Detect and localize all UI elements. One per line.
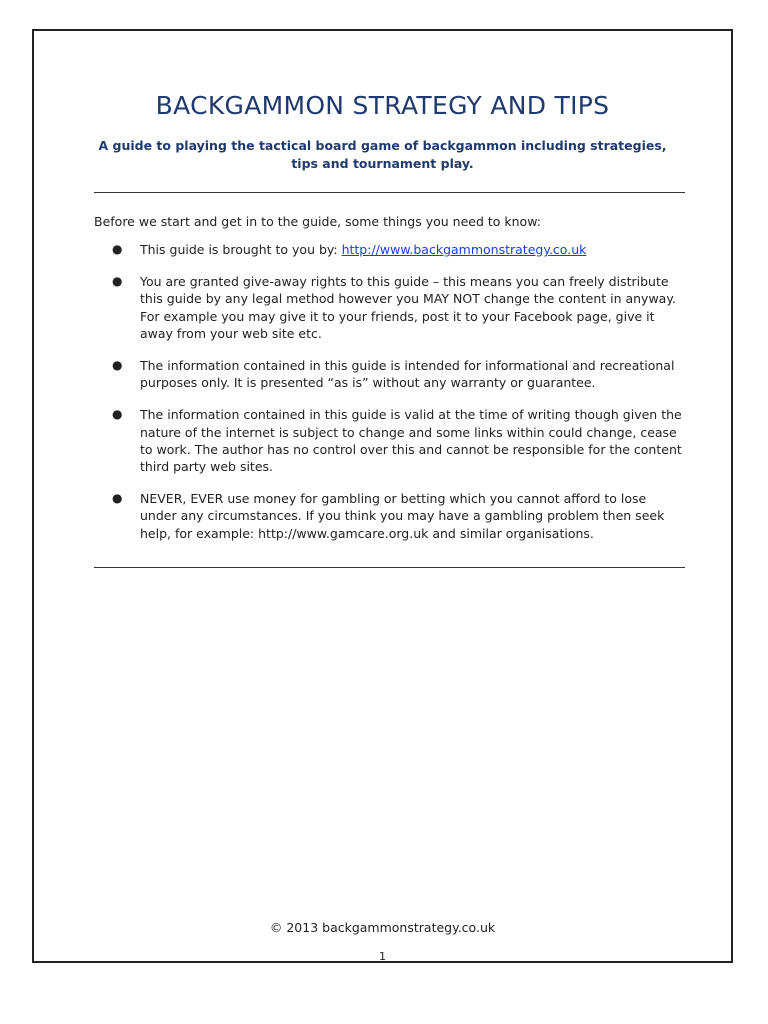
note-prefix: This guide is brought to you by:	[140, 242, 342, 257]
page-title: BACKGAMMON STRATEGY AND TIPS	[155, 91, 610, 120]
list-item	[94, 357, 685, 391]
bullet-icon: ●	[112, 274, 123, 289]
list-item	[94, 406, 685, 475]
notes-list	[94, 241, 685, 557]
note-text: The information contained in this guide is valid at the time of writing though given the nature of the internet is subject to change and some links within could change, cease to work. The author has no control over this and cannot be responsible for the content third party web sites.	[140, 407, 682, 475]
bullet-icon: ●	[112, 491, 123, 506]
list-item	[94, 241, 685, 258]
note-text: You are granted give-away rights to this guide – this means you can freely distribute this guide by any legal method however you MAY NOT change the content in anyway. For example you may give it to your friends, post it to your Facebook page, give it away from your web site etc.	[140, 274, 676, 341]
bullet-icon: ●	[112, 242, 123, 256]
note-text: NEVER, EVER use money for gambling or betting which you cannot afford to lose under any circumstances. If you think you may have a gambling problem then seek help, for example: http://www.gamcare.org.uk and similar organisations.	[140, 491, 665, 541]
copyright-footer: © 2013 backgammonstrategy.co.uk	[269, 920, 496, 935]
document-page	[32, 29, 733, 963]
bullet-icon: ●	[112, 407, 123, 422]
divider-top	[94, 192, 685, 193]
divider-bottom	[94, 567, 685, 568]
page-number: 1	[379, 950, 386, 963]
page-subtitle: A guide to playing the tactical board game of backgammon including strategies, tips and tournament play.	[98, 138, 667, 171]
list-item	[94, 490, 685, 542]
bullet-icon: ●	[112, 358, 123, 373]
note-text: The information contained in this guide is intended for informational and recreational purposes only. It is presented “as is” without any warranty or guarantee.	[140, 358, 675, 391]
list-item	[94, 273, 685, 342]
intro-text: Before we start and get in to the guide, some things you need to know:	[94, 214, 541, 229]
website-link[interactable]: http://www.backgammonstrategy.co.uk	[341, 242, 587, 257]
